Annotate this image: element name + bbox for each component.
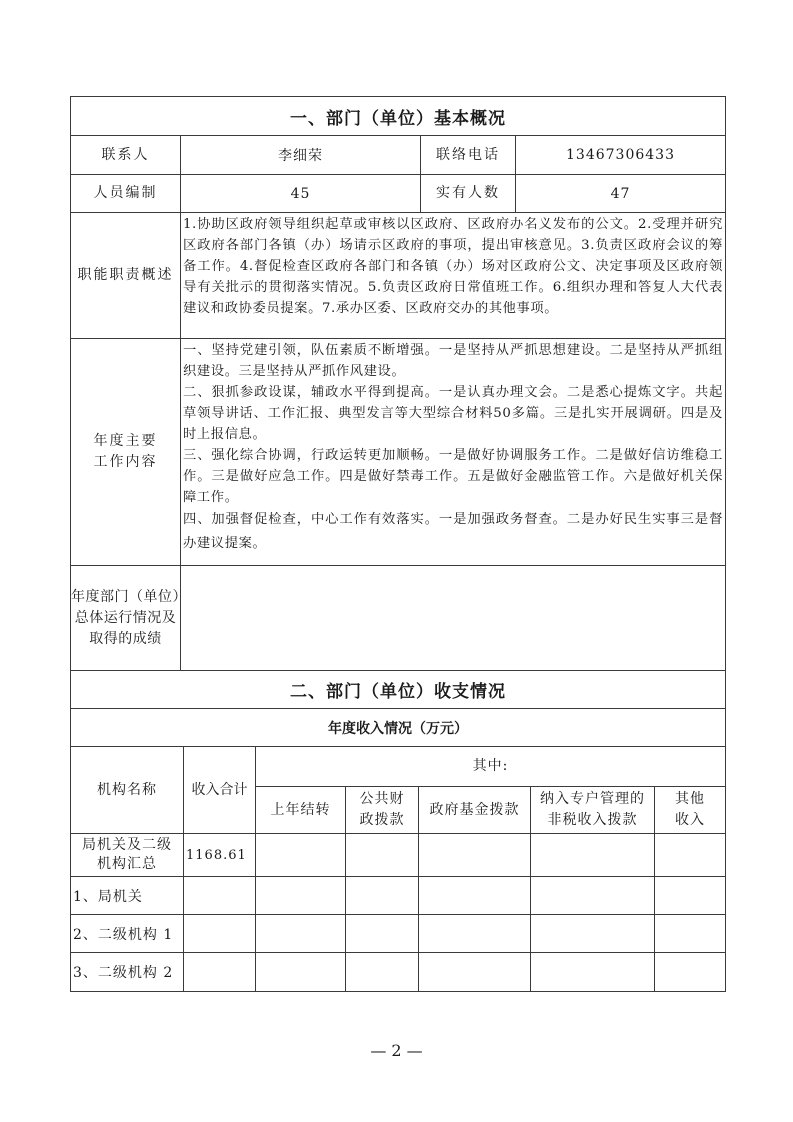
row-other — [655, 953, 726, 992]
overall-performance-value — [181, 566, 726, 671]
income-table — [70, 670, 726, 992]
header-non-tax-line2: 非税收入拨款 — [547, 812, 638, 828]
overall-label-line1: 年度部门（单位） — [71, 588, 187, 605]
header-prev-year-carryover: 上年结转 — [256, 787, 346, 834]
table-row — [71, 953, 726, 992]
row-other — [655, 915, 726, 953]
section2-title: 二、部门（单位）收支情况 — [71, 671, 726, 709]
header-public-finance-line2: 政拨款 — [359, 812, 405, 828]
row-income-total: 1168.61 — [184, 834, 256, 877]
annual-work-label-line1: 年度主要 — [93, 433, 158, 449]
row-public-finance — [346, 834, 419, 877]
header-gov-fund: 政府基金拨款 — [419, 787, 531, 834]
row-org-name-line1: 局机关及二级 — [82, 837, 172, 853]
row-public-finance — [346, 953, 419, 992]
header-income-total: 收入合计 — [184, 747, 256, 834]
row-other — [655, 877, 726, 915]
table-row — [71, 877, 726, 915]
row-org-name-line2: 机构汇总 — [97, 856, 157, 872]
table-row — [71, 915, 726, 953]
row-non-tax — [531, 953, 655, 992]
annual-work-paragraph-1: 一、坚持党建引领，队伍素质不断增强。一是坚持从严抓思想建设。二是坚持从严抓组织建设。三是坚持从严抓作风建设。 — [183, 343, 723, 379]
header-other-line1: 其他 — [675, 791, 705, 807]
section1-title: 一、部门（单位）基本概况 — [71, 97, 726, 136]
row-org-name: 1、局机关 — [71, 877, 184, 915]
contact-value: 李细荣 — [181, 136, 421, 175]
overall-label-line3: 取得的成绩 — [89, 630, 162, 647]
row-non-tax — [531, 915, 655, 953]
header-non-tax — [531, 787, 655, 834]
overall-performance-label — [71, 566, 187, 671]
row-gov-fund — [419, 915, 531, 953]
header-org-name: 机构名称 — [71, 747, 184, 834]
row-gov-fund — [419, 834, 531, 877]
row-public-finance — [346, 915, 419, 953]
row-income-total — [184, 915, 256, 953]
table-row — [71, 834, 726, 877]
header-other-line2: 收入 — [675, 812, 705, 828]
overall-label-line2: 总体运行情况及 — [74, 609, 177, 626]
contact-label: 联系人 — [71, 136, 181, 175]
annual-work-content — [181, 339, 726, 566]
row-income-total — [184, 953, 256, 992]
annual-work-label — [71, 339, 181, 566]
row-gov-fund — [419, 953, 531, 992]
row-non-tax — [531, 877, 655, 915]
actual-staff-label: 实有人数 — [421, 175, 516, 213]
row-gov-fund — [419, 877, 531, 915]
income-title: 年度收入情况（万元） — [71, 709, 726, 747]
basic-info-table — [70, 96, 726, 671]
row-non-tax — [531, 834, 655, 877]
header-non-tax-line1: 纳入专户管理的 — [540, 791, 645, 807]
duties-text: 1.协助区政府领导组织起草或审核以区政府、区政府办名义发布的公文。2.受理并研究区政府各部门各镇（办）场请示区政府的事项，提出审核意见。3.负责区政府会议的筹备工作。4.督促检查区政府各部门和各镇（办）场对区政府公文、决定事项及区政府领导有关批示的贯彻落实情况。5.负责区政府日常值班工作。6.组织办理和答复人大代表建议和政协委员提案。7.承办区委、区政府交办的其他事项。 — [181, 213, 726, 339]
annual-work-paragraph-4: 四、加强督促检查，中心工作有效落实。一是加强政务督查。二是办好民生实事三是督办建议提案。 — [183, 512, 723, 551]
staff-quota-label: 人员编制 — [71, 175, 181, 213]
annual-work-paragraph-3: 三、强化综合协调，行政运转更加顺畅。一是做好协调服务工作。二是做好信访维稳工作。三是做好应急工作。四是做好禁毒工作。五是做好金融监管工作。六是做好机关保障工作。 — [183, 448, 723, 505]
row-public-finance — [346, 877, 419, 915]
staff-quota-value: 45 — [181, 175, 421, 213]
duties-label: 职能职责概述 — [71, 213, 181, 339]
phone-value: 13467306433 — [516, 136, 726, 175]
row-other — [655, 834, 726, 877]
annual-work-label-line2: 工作内容 — [93, 454, 158, 470]
actual-staff-value: 47 — [516, 175, 726, 213]
row-prev-year-carryover — [256, 834, 346, 877]
row-org-name — [71, 834, 184, 877]
row-org-name: 2、二级机构 1 — [71, 915, 184, 953]
row-prev-year-carryover — [256, 877, 346, 915]
header-public-finance — [346, 787, 419, 834]
header-public-finance-line1: 公共财 — [359, 791, 405, 807]
header-of-which: 其中: — [256, 747, 726, 787]
row-income-total — [184, 877, 256, 915]
row-prev-year-carryover — [256, 915, 346, 953]
annual-work-paragraph-2: 二、狠抓参政设谋，辅政水平得到提高。一是认真办理文会。二是悉心提炼文字。共起草领导讲话、工作汇报、典型发言等大型综合材料50多篇。三是扎实开展调研。四是及时上报信息。 — [183, 385, 723, 442]
row-org-name: 3、二级机构 2 — [71, 953, 184, 992]
phone-label: 联络电话 — [421, 136, 516, 175]
row-prev-year-carryover — [256, 953, 346, 992]
page-number: — 2 — — [370, 1041, 423, 1060]
header-other — [655, 787, 726, 834]
